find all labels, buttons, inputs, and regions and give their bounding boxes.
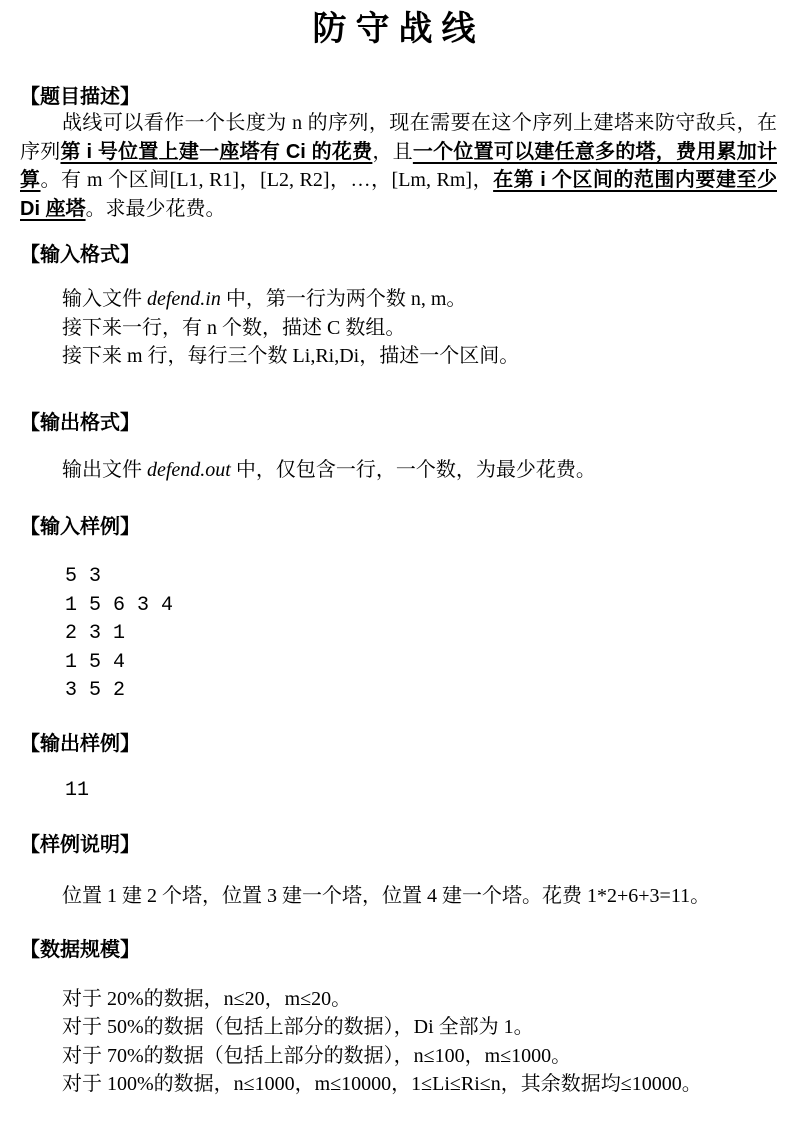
doc-title: 防守战线 [312,10,485,48]
input-sample-line: 3 5 2 [65,679,126,702]
section-heading-data-scale: 【数据规模】 [20,938,140,961]
input-sample-line: 5 3 [65,565,102,588]
data-scale-line: 对于 100%的数据，n≤1000，m≤10000，1≤Li≤Ri≤n，其余数据均≤10000。 [62,1073,702,1095]
data-scale-line: 对于 70%的数据（包括上部分的数据），n≤100，m≤1000。 [62,1044,572,1067]
input-filename: defend.in [147,288,221,310]
section-heading-output-sample: 【输出样例】 [20,732,140,755]
data-scale-line: 对于 20%的数据，n≤20，m≤20。 [62,987,352,1010]
section-heading-input-format: 【输入格式】 [20,244,140,266]
description-text: ，且 [372,140,413,163]
section-heading-sample-note: 【样例说明】 [20,834,140,856]
data-scale-body [20,985,777,1099]
description-text: 战线可以看作一个长度为 n 的序列，现在需要在这个序列上建塔来防守敌兵，在序列 [20,112,777,163]
output-format-body [20,456,777,485]
description-emphasis: 在第 i 个区间的范围内要建至少 Di 座塔 [20,169,777,220]
description-text: 。求最少花费。 [85,197,226,220]
output-format-text: 输出文件 [62,458,147,481]
input-format-line: 接下来一行，有 n 个数，描述 C 数组。 [62,316,406,339]
input-format-text: 输入文件 [62,288,147,310]
description-text: 。有 m 个区间[L1, R1]，[L2, R2]，…，[Lm, Rm]， [40,169,494,191]
sample-note-line: 位置 1 建 2 个塔，位置 3 建一个塔，位置 4 建一个塔。花费 1*2+6+3=11。 [62,885,711,907]
sample-note-body [20,882,777,911]
description-paragraph [20,109,777,223]
input-format-line [20,285,777,314]
output-sample-body [20,777,777,806]
output-sample-line: 11 [65,778,90,802]
input-sample-body [20,563,777,706]
output-filename: defend.out [147,458,231,481]
input-format-body [20,285,777,371]
input-sample-line: 1 5 4 [65,650,126,674]
input-format-text: 中，第一行为两个数 n, m。 [220,288,467,310]
section-heading-description: 【题目描述】 [20,86,140,108]
section-heading-input-sample: 【输入样例】 [20,516,140,538]
input-sample-line: 2 3 1 [65,622,126,645]
problem-document [0,8,793,1099]
data-scale-line: 对于 50%的数据（包括上部分的数据），Di 全部为 1。 [62,1016,534,1038]
input-sample-line: 1 5 6 3 4 [65,593,174,617]
description-emphasis: 第 i 号位置上建一座塔有 Ci 的花费 [60,140,373,163]
output-format-text: 中，仅包含一行，一个数，为最少花费。 [230,458,596,481]
description-emphasis: 一个位置可以建任意多的塔，费用累加计算 [20,140,777,191]
input-format-line: 接下来 m 行，每行三个数 Li,Ri,Di，描述一个区间。 [62,345,520,367]
output-format-line [20,456,777,485]
section-heading-output-format: 【输出格式】 [20,411,140,434]
